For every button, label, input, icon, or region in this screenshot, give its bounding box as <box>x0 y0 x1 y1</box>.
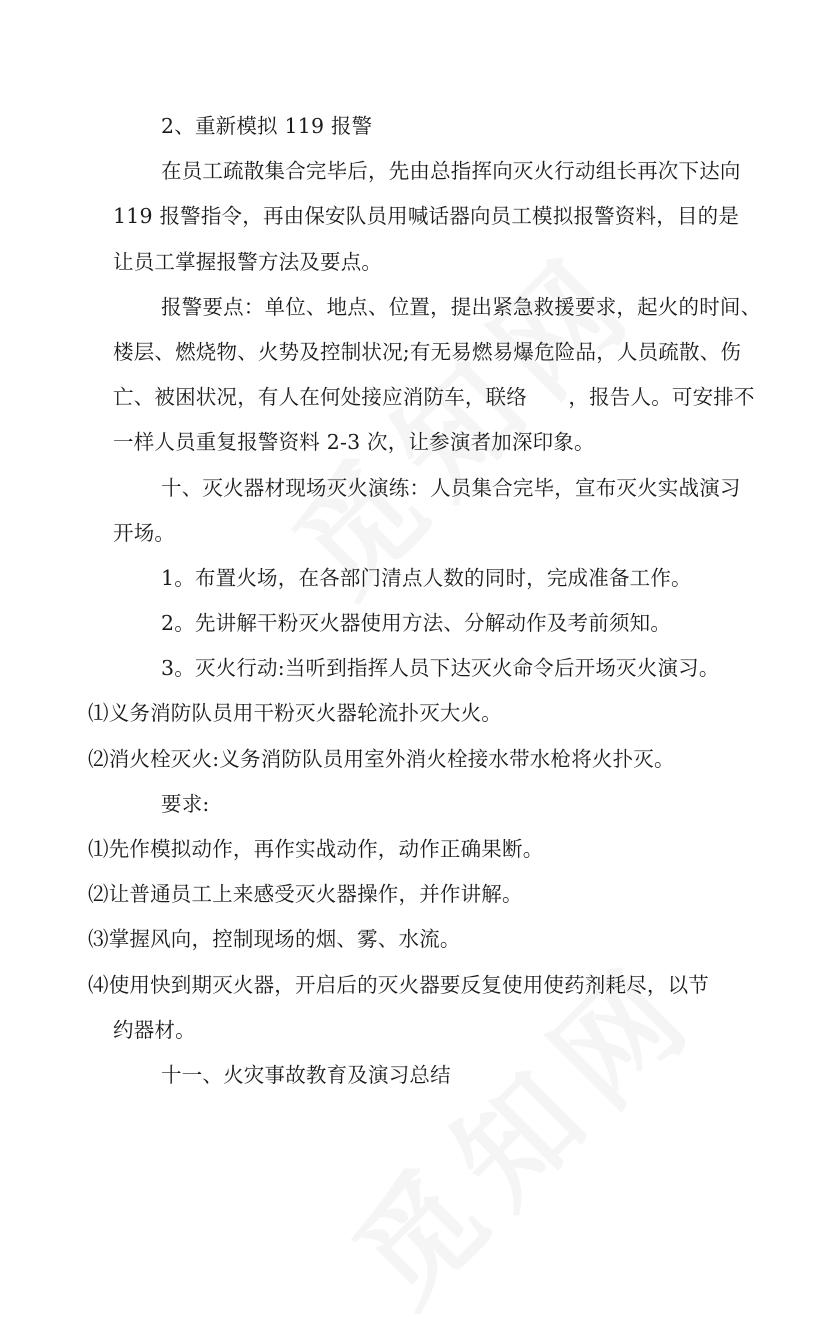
sub-list-item: ⑴义务消防队员用干粉灭火器轮流扑灭大火。 <box>88 701 502 726</box>
section-heading: 十、灭火器材现场灭火演练：人员集合完毕，宣布灭火实战演习 <box>161 475 741 500</box>
sub-list-item: ⑵让普通员工上来感受灭火器操作，并作讲解。 <box>88 882 523 907</box>
paragraph-line: 约器材。 <box>113 1017 196 1042</box>
document-body <box>88 104 762 1098</box>
list-item: 2。先讲解干粉灭火器使用方法、分解动作及考前须知。 <box>161 611 672 636</box>
sub-list-item: ⑷使用快到期灭火器，开启后的灭火器要反复使用使药剂耗尽，以节 <box>88 972 709 997</box>
paragraph-line: 一样人员重复报警资料 2-3 次，让参演者加深印象。 <box>113 430 595 455</box>
sub-list-item: ⑶掌握风向，控制现场的烟、雾、水流。 <box>88 927 461 952</box>
paragraph-line: 在员工疏散集合完毕后，先由总指挥向灭火行动组长再次下达向 <box>161 159 741 184</box>
paragraph-line: 楼层、燃烧物、火势及控制状况;有无易燃易爆危险品，人员疏散、伤 <box>113 339 742 364</box>
paragraph-line: 让员工掌握报警方法及要点。 <box>113 249 383 274</box>
paragraph-line: 报警要点：单位、地点、位置，提出紧急救援要求，起火的时间、 <box>161 294 762 319</box>
paragraph-line: 开场。 <box>113 520 176 545</box>
requirements-heading: 要求: <box>161 791 210 816</box>
sub-list-item: ⑴先作模拟动作，再作实战动作，动作正确果断。 <box>88 837 544 861</box>
list-item: 1。布置火场，在各部门清点人数的同时，完成准备工作。 <box>161 565 692 590</box>
section-heading: 2、重新模拟 119 报警 <box>161 114 373 138</box>
list-item: 3。灭火行动:当听到指挥人员下达灭火命令后开场灭火演习。 <box>161 656 720 681</box>
sub-list-item: ⑵消火栓灭火:义务消防队员用室外消火栓接水带水枪将火扑灭。 <box>88 746 675 771</box>
paragraph-line: 119 报警指令，再由保安队员用喊话器向员工模拟报警资料，目的是 <box>113 204 740 229</box>
section-heading: 十一、火灾事故教育及演习总结 <box>161 1062 451 1087</box>
paragraph-line: 亡、被困状况，有人在何处接应消防车，联络 ，报告人。可安排不 <box>113 385 755 410</box>
